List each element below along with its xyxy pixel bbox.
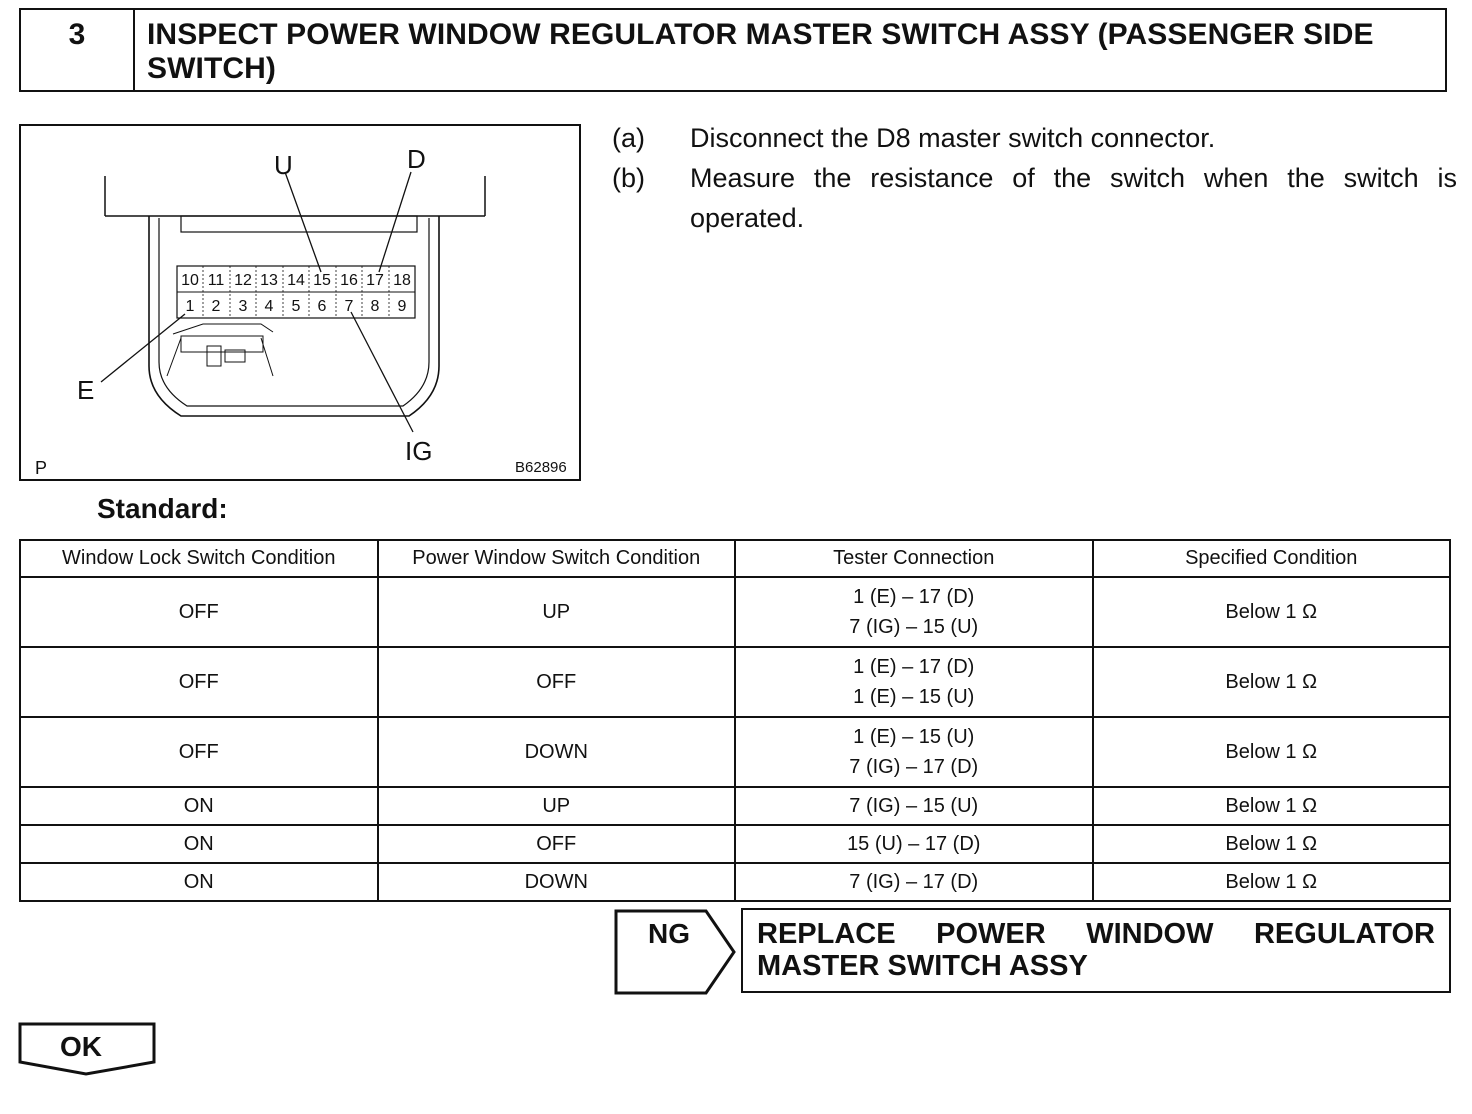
tester-connection [735,717,1093,787]
lock-condition: ON [20,825,378,863]
result-word: POWER [936,918,1046,950]
step-text: Measure the resistance of the switch when the switch is operated. [690,163,1457,233]
tester-connection: 15 (U) – 17 (D) [735,825,1093,863]
window-condition: DOWN [378,717,736,787]
tester-connection [735,647,1093,717]
result-line-1 [757,918,1435,950]
window-condition: DOWN [378,863,736,901]
window-condition: UP [378,787,736,825]
pin-label: 18 [393,272,411,289]
pin-label: 15 [313,272,331,289]
lock-condition: OFF [20,717,378,787]
specified-condition: Below 1 Ω [1093,577,1451,647]
pin-label: 2 [211,298,221,315]
column-header: Power Window Switch Condition [378,540,736,577]
pin-label: 1 [185,298,195,315]
table-row [20,577,1450,647]
pin-label: 10 [181,272,199,289]
pin-label: 12 [234,272,252,289]
window-condition: OFF [378,825,736,863]
procedure-step [612,118,1457,158]
lock-condition: OFF [20,577,378,647]
pin-label: 16 [340,272,358,289]
window-condition: UP [378,577,736,647]
result-word: REGULATOR [1253,918,1435,950]
step-title: INSPECT POWER WINDOW REGULATOR MASTER SWITCH ASSY (PASSENGER SIDE SWITCH) [147,18,1374,85]
specified-condition: Below 1 Ω [1093,787,1451,825]
step-number: 3 [21,10,135,90]
column-header: Tester Connection [735,540,1093,577]
procedure-steps [612,118,1457,238]
lock-condition: OFF [20,647,378,717]
pin-label: 8 [370,298,380,315]
pin-label: 9 [397,298,407,315]
table-row [20,825,1450,863]
step-mark: (a) [612,123,645,153]
procedure-step [612,158,1457,238]
pin-label: 6 [317,298,327,315]
column-header: Specified Condition [1093,540,1451,577]
pin-label: 11 [207,272,225,289]
pin-label: 13 [260,272,278,289]
result-word: REPLACE [757,918,896,950]
connector-illustration [21,126,579,479]
standard-label: Standard: [97,493,228,524]
callout-ig: IG [405,436,433,466]
specified-condition: Below 1 Ω [1093,863,1451,901]
table-row [20,787,1450,825]
pin-label: 5 [291,298,301,315]
tester-connection: 7 (IG) – 15 (U) [735,787,1093,825]
table-header-row [20,540,1450,577]
pin-label: 4 [264,298,274,315]
specified-condition: Below 1 Ω [1093,647,1451,717]
lock-condition: ON [20,787,378,825]
table-row [20,647,1450,717]
table-row [20,717,1450,787]
ng-result-box [741,908,1451,993]
callout-e: E [77,375,95,405]
connection-line: 1 (E) – 15 (U) [853,726,975,748]
ng-label: NG [648,918,690,949]
result-word: WINDOW [1086,918,1214,950]
ok-label: OK [60,1031,102,1062]
figure-code: B62896 [515,459,567,476]
callout-u: U [274,150,293,180]
lock-condition: ON [20,863,378,901]
standard-table [19,539,1451,902]
window-condition: OFF [378,647,736,717]
specified-condition: Below 1 Ω [1093,825,1451,863]
column-header: Window Lock Switch Condition [20,540,378,577]
table-row [20,863,1450,901]
connection-line: 1 (E) – 15 (U) [853,686,975,708]
connection-line: 7 (IG) – 15 (U) [849,616,979,638]
specified-condition: Below 1 Ω [1093,717,1451,787]
connector-diagram [19,124,581,481]
step-header [19,8,1447,92]
connection-line: 1 (E) – 17 (D) [853,656,975,678]
connection-line: 7 (IG) – 17 (D) [849,756,979,778]
pin-label: 17 [366,272,384,289]
corner-mark: P [35,458,48,478]
pin-label: 3 [238,298,248,315]
tester-connection [735,577,1093,647]
result-line-2: MASTER SWITCH ASSY [757,950,1088,982]
pin-label: 7 [344,298,354,315]
step-text: Disconnect the D8 master switch connector. [690,123,1216,153]
tester-connection: 7 (IG) – 17 (D) [735,863,1093,901]
step-mark: (b) [612,163,645,193]
pin-label: 14 [287,272,305,289]
callout-d: D [407,144,426,174]
connection-line: 1 (E) – 17 (D) [853,586,975,608]
